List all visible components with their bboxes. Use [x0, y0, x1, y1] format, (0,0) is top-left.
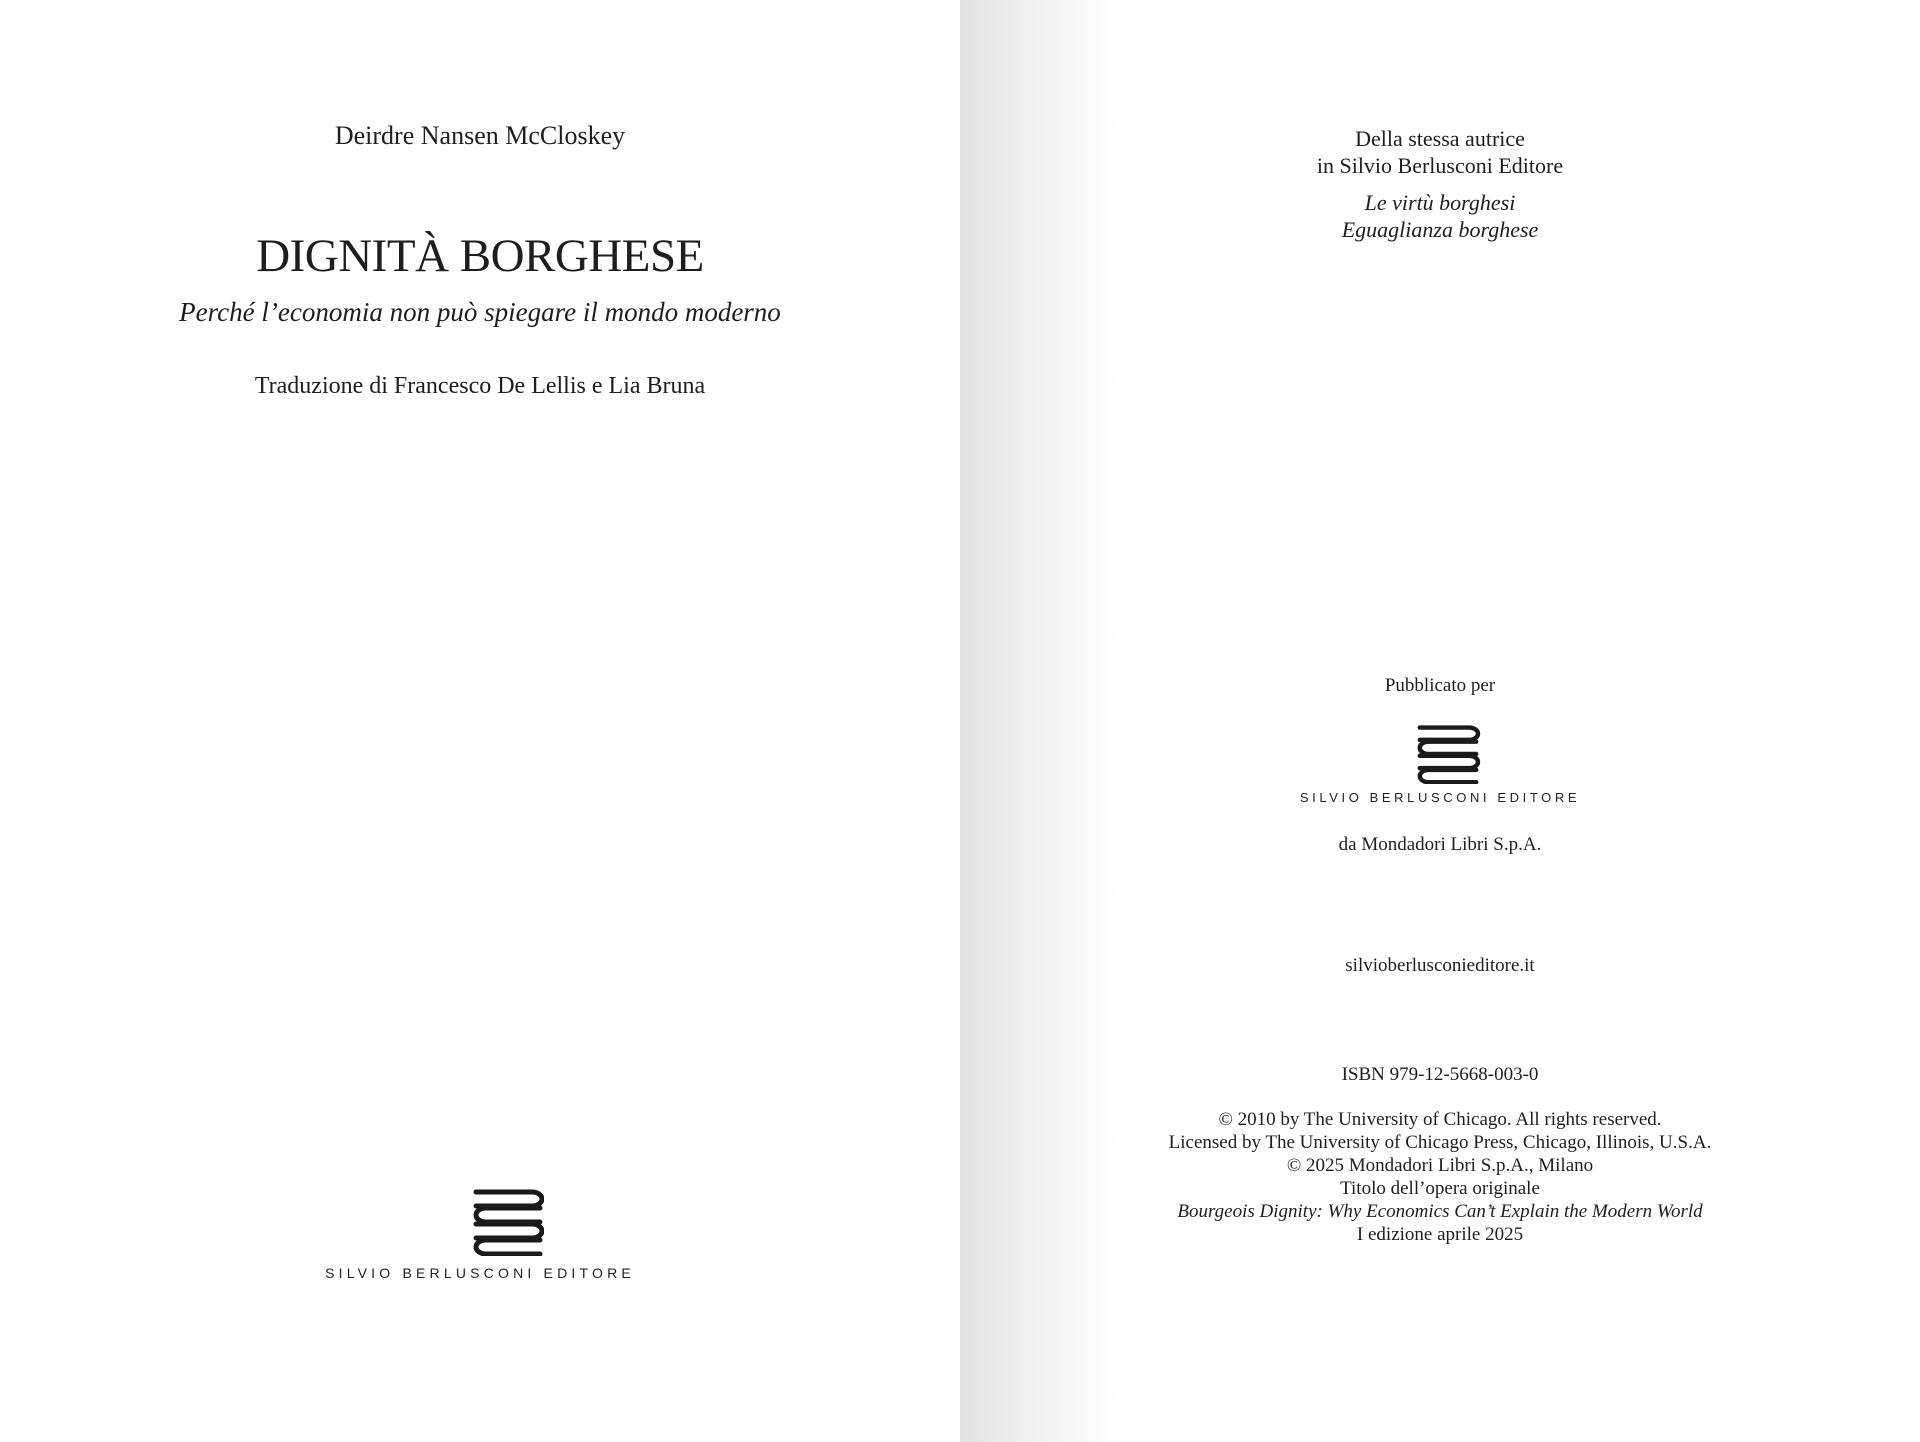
author-name: Deirdre Nansen McCloskey [334, 121, 626, 150]
publisher-company: da Mondadori Libri S.p.A. [1338, 834, 1542, 855]
publisher-logo-text: SILVIO BERLUSCONI EDITORE [325, 1265, 635, 1281]
isbn: ISBN 979-12-5668-003-0 [1341, 1064, 1539, 1085]
publisher-logo-text: SILVIO BERLUSCONI EDITORE [1299, 790, 1581, 805]
same-author-heading: Della stessa autrice [1355, 126, 1525, 151]
original-title: Bourgeois Dignity: Why Economics Can’t Explain the Modern World [1177, 1201, 1703, 1222]
original-title-label: Titolo dell’opera originale [1340, 1178, 1540, 1199]
translator-credit: Traduzione di Francesco De Lellis e Lia Bruna [254, 373, 706, 399]
other-work-title: Le virtù borghesi [1364, 190, 1516, 215]
right-page-colophon [960, 0, 1920, 1442]
copyright-line: © 2025 Mondadori Libri S.p.A., Milano [1286, 1155, 1594, 1176]
published-for-label: Pubblicato per [1384, 675, 1496, 696]
same-author-publisher: in Silvio Berlusconi Editore [1316, 153, 1564, 178]
edition-info: I edizione aprile 2025 [1356, 1224, 1524, 1245]
stacked-books-logo-icon [1415, 724, 1481, 784]
stacked-books-logo-icon [472, 1188, 544, 1256]
publisher-website: silvioberlusconieditore.it [1345, 955, 1535, 976]
other-work-title: Eguaglianza borghese [1341, 217, 1539, 242]
copyright-line: © 2010 by The University of Chicago. All rights reserved. [1218, 1109, 1662, 1130]
book-subtitle: Perché l’economia non può spiegare il mondo moderno [179, 297, 781, 327]
copyright-line: Licensed by The University of Chicago Press, Chicago, Illinois, U.S.A. [1168, 1132, 1712, 1153]
book-title: DIGNITÀ BORGHESE [256, 230, 704, 282]
